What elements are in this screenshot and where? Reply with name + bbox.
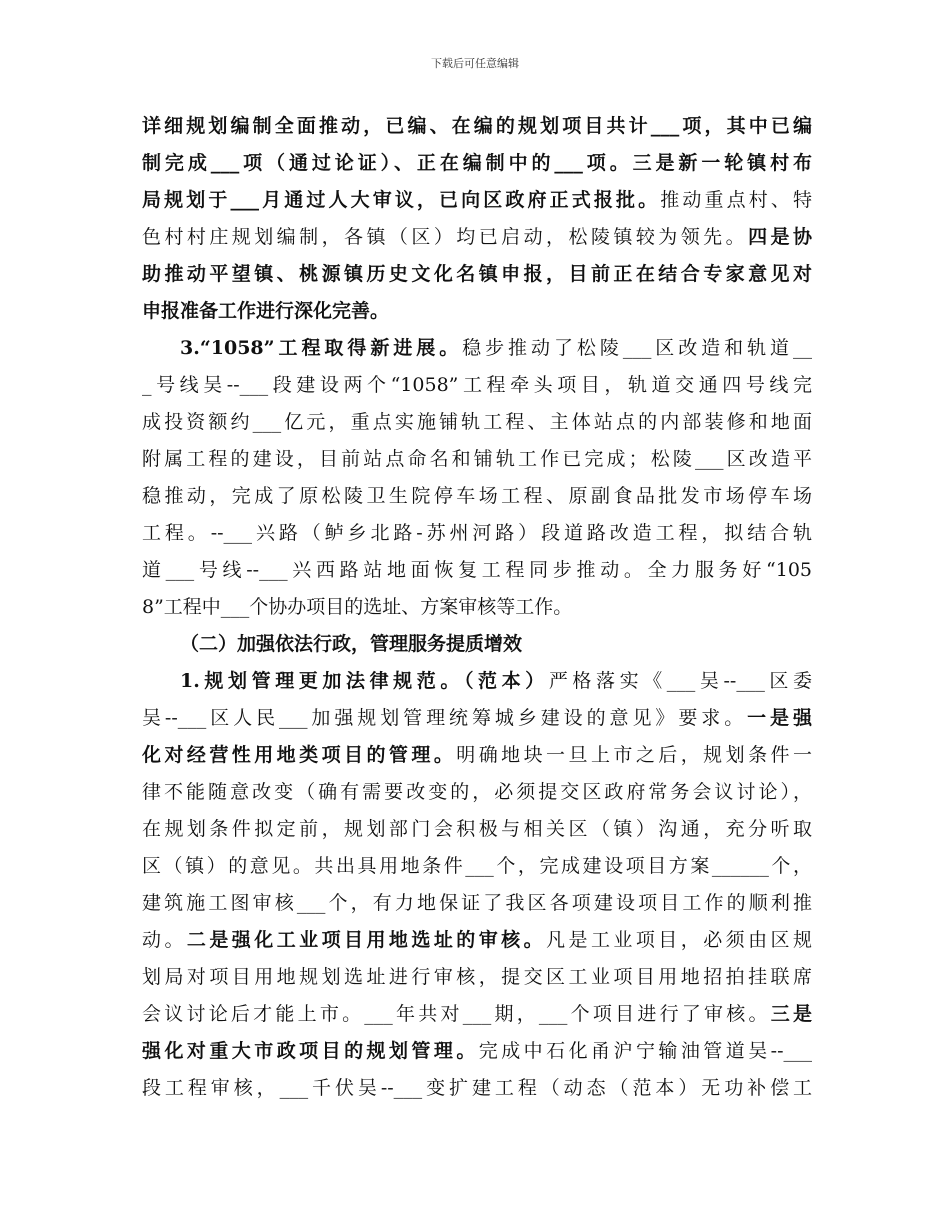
text-line: [142, 182, 812, 219]
text-line: [142, 478, 812, 515]
text-line: [142, 885, 812, 922]
text-run: 推动重点村、特: [660, 189, 812, 211]
text-line: [142, 922, 812, 959]
text-line: [142, 959, 812, 996]
text-line: [142, 811, 812, 848]
text-line: [142, 367, 812, 404]
text-run: 律不能随意改变（确有需要改变的，必须提交区政府常务会议讨论），: [142, 781, 812, 803]
bold-text-run: 制完成___项（通过论证）、正在编制中的___项。三是新一轮镇村布: [142, 152, 812, 174]
text-line: [142, 256, 812, 293]
text-line: [142, 1070, 812, 1107]
text-line: [142, 737, 812, 774]
bold-text-run: 强化对重大市政项目的规划管理。: [142, 1040, 479, 1062]
text-run: 完成中石化甬沪宁输油管道吴--___: [478, 1040, 812, 1062]
text-line: [142, 996, 812, 1033]
bold-text-run: 3.“1058”工程取得新进展。: [180, 337, 463, 359]
section-heading: [142, 626, 812, 663]
text-run: 动。: [142, 929, 187, 951]
document-body: [142, 108, 812, 1107]
text-line: [142, 219, 812, 256]
text-run: 划局对项目用地规划选址进行审核，提交区工业项目用地招拍挂联席: [142, 966, 812, 988]
text-run: 附属工程的建设，目前站点命名和铺轨工作已完成；松陵___区改造平: [142, 448, 812, 470]
text-line: [142, 663, 812, 700]
text-run: 建筑施工图审核___个，有力地保证了我区各项建设项目工作的顺利推: [142, 892, 812, 914]
bold-text-run: 详细规划编制全面推动，已编、在编的规划项目共计___项，其中已编: [142, 115, 812, 137]
text-run: 在规划条件拟定前，规划部门会积极与相关区（镇）沟通，充分听取: [142, 818, 812, 840]
text-run: _号线吴--___段建设两个“1058”工程牵头项目，轨道交通四号线完: [142, 374, 812, 396]
text-line: [142, 848, 812, 885]
bold-text-run: 局规划于___月通过人大审议，已向区政府正式报批。: [142, 189, 661, 211]
text-run: 8”工程中___个协办项目的选址、方案审核等工作。: [142, 596, 573, 618]
bold-text-run: 申报准备工作进行深化完善。: [142, 300, 390, 322]
text-run: 明确地块一旦上市之后，规划条件一: [456, 744, 812, 766]
text-line: [142, 774, 812, 811]
text-run: 道___号线--___兴西路站地面恢复工程同步推动。全力服务好“105: [142, 559, 812, 581]
bold-text-run: 一是强: [747, 707, 812, 729]
bold-text-run: 助推动平望镇、桃源镇历史文化名镇申报，目前正在结合专家意见对: [142, 263, 812, 285]
text-run: 会议讨论后才能上市。___年共对___期，___个项目进行了审核。: [142, 1003, 771, 1025]
text-run: 吴--___区人民___加强规划管理统筹城乡建设的意见》要求。: [142, 707, 748, 729]
text-line: [142, 441, 812, 478]
text-run: 稳推动，完成了原松陵卫生院停车场工程、原副食品批发市场停车场: [142, 485, 812, 507]
text-run: 成投资额约___亿元，重点实施铺轨工程、主体站点的内部装修和地面: [142, 411, 812, 433]
text-line: [142, 330, 812, 367]
bold-text-run: 化对经营性用地类项目的管理。: [142, 744, 457, 766]
text-line: [142, 293, 812, 330]
text-run: 凡是工业项目，必须由区规: [546, 929, 812, 951]
text-run: 区（镇）的意见。共出具用地条件___个，完成建设项目方案______个，: [142, 855, 812, 877]
text-run: 稳步推动了松陵___区改造和轨道__: [462, 337, 812, 359]
bold-text-run: 二是强化工业项目用地选址的审核。: [186, 929, 547, 951]
text-line: [142, 700, 812, 737]
text-line: [142, 552, 812, 589]
text-run: 段工程审核，___千伏吴--___变扩建工程（动态（范本）无功补偿工: [142, 1077, 812, 1099]
bold-text-run: 1.规划管理更加法律规范。（范本）: [180, 670, 549, 692]
text-line: [142, 145, 812, 182]
bold-text-run: （二）加强依法行政，管理服务提质增效: [180, 633, 523, 655]
text-run: 严格落实《___吴--___区委: [548, 670, 812, 692]
bold-text-run: 三是: [770, 1003, 812, 1025]
text-line: [142, 108, 812, 145]
text-run: 工程。--___兴路（鲈乡北路-苏州河路）段道路改造工程，拟结合轨: [142, 522, 812, 544]
text-line: [142, 404, 812, 441]
text-line: [142, 515, 812, 552]
text-run: 色村村庄规划编制，各镇（区）均已启动，松陵镇较为领先。: [142, 226, 749, 248]
text-line: [142, 1033, 812, 1070]
text-line: [142, 589, 812, 626]
bold-text-run: 四是协: [748, 226, 812, 248]
page-header: 下载后可任意编辑: [431, 57, 519, 70]
